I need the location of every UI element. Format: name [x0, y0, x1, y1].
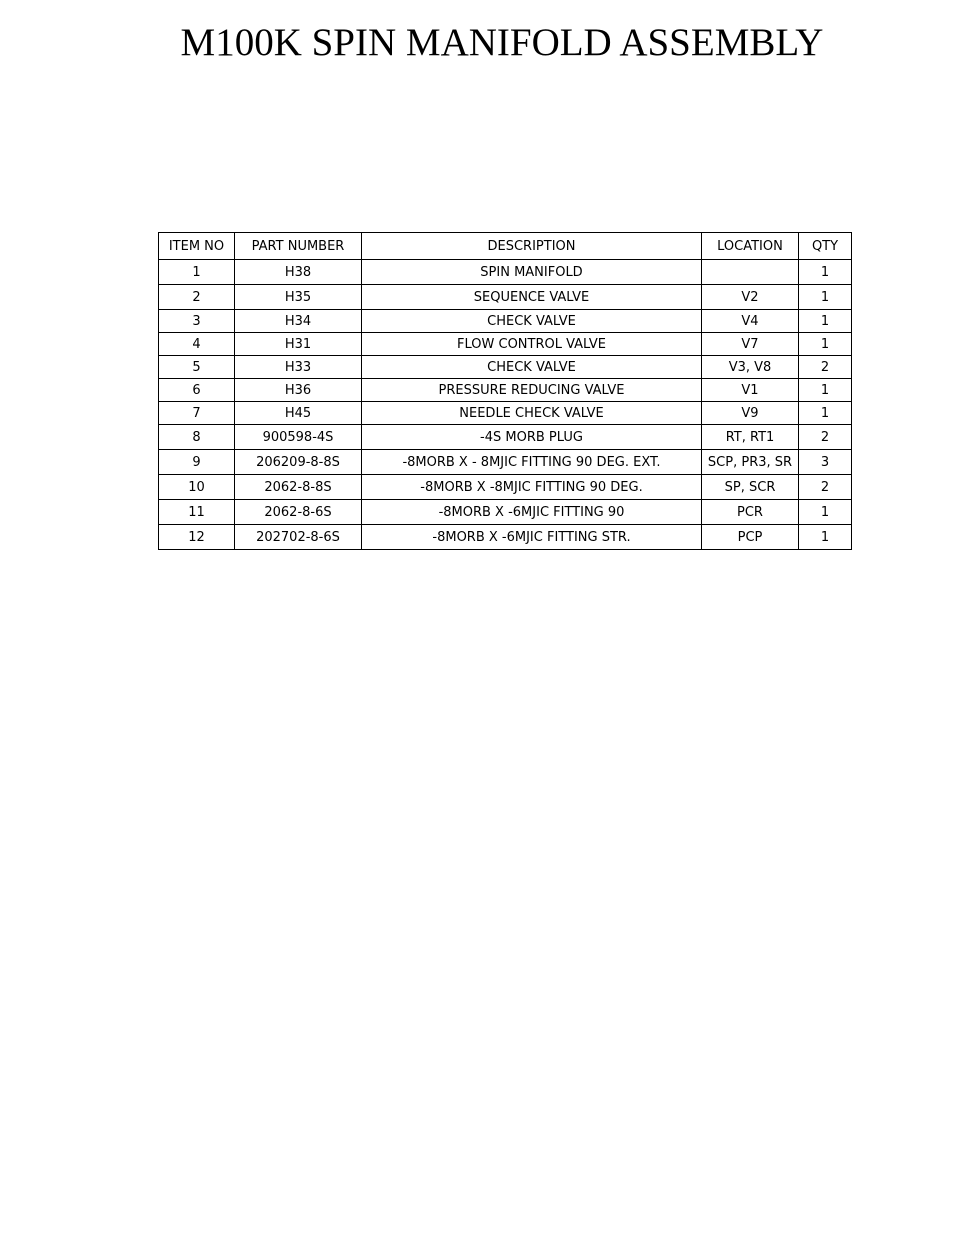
cell-description: -8MORB X - 8MJIC FITTING 90 DEG. EXT.: [362, 450, 702, 475]
cell-item-no: 7: [159, 402, 235, 425]
cell-item-no: 1: [159, 260, 235, 285]
cell-part-number: H36: [235, 379, 362, 402]
cell-location: RT, RT1: [702, 425, 799, 450]
cell-part-number: 206209-8-8S: [235, 450, 362, 475]
table-header-row: [159, 233, 852, 260]
column-header-description: DESCRIPTION: [362, 233, 702, 260]
cell-qty: 2: [799, 475, 852, 500]
cell-description: CHECK VALVE: [362, 310, 702, 333]
cell-description: SPIN MANIFOLD: [362, 260, 702, 285]
cell-part-number: H45: [235, 402, 362, 425]
cell-part-number: 2062-8-6S: [235, 500, 362, 525]
cell-item-no: 12: [159, 525, 235, 550]
cell-location: [702, 260, 799, 285]
cell-description: CHECK VALVE: [362, 356, 702, 379]
cell-description: -8MORB X -6MJIC FITTING 90: [362, 500, 702, 525]
cell-location: V2: [702, 285, 799, 310]
bill-of-materials-table: [158, 232, 852, 550]
cell-location: SP, SCR: [702, 475, 799, 500]
cell-description: PRESSURE REDUCING VALVE: [362, 379, 702, 402]
cell-part-number: H34: [235, 310, 362, 333]
table-row: [159, 379, 852, 402]
cell-qty: 1: [799, 402, 852, 425]
cell-qty: 1: [799, 310, 852, 333]
table-row: [159, 450, 852, 475]
cell-item-no: 8: [159, 425, 235, 450]
cell-qty: 3: [799, 450, 852, 475]
cell-description: SEQUENCE VALVE: [362, 285, 702, 310]
cell-description: -8MORB X -6MJIC FITTING STR.: [362, 525, 702, 550]
cell-description: -4S MORB PLUG: [362, 425, 702, 450]
cell-description: NEEDLE CHECK VALVE: [362, 402, 702, 425]
cell-qty: 1: [799, 285, 852, 310]
cell-item-no: 9: [159, 450, 235, 475]
cell-qty: 1: [799, 379, 852, 402]
cell-part-number: 900598-4S: [235, 425, 362, 450]
table-row: [159, 356, 852, 379]
table-row: [159, 425, 852, 450]
cell-item-no: 10: [159, 475, 235, 500]
table-row: [159, 285, 852, 310]
cell-description: FLOW CONTROL VALVE: [362, 333, 702, 356]
cell-location: PCR: [702, 500, 799, 525]
table-row: [159, 310, 852, 333]
cell-location: V1: [702, 379, 799, 402]
cell-item-no: 4: [159, 333, 235, 356]
column-header-location: LOCATION: [702, 233, 799, 260]
cell-description: -8MORB X -8MJIC FITTING 90 DEG.: [362, 475, 702, 500]
cell-item-no: 2: [159, 285, 235, 310]
cell-location: V7: [702, 333, 799, 356]
cell-qty: 2: [799, 356, 852, 379]
cell-qty: 2: [799, 425, 852, 450]
cell-part-number: H33: [235, 356, 362, 379]
table-row: [159, 260, 852, 285]
cell-part-number: H31: [235, 333, 362, 356]
cell-part-number: H35: [235, 285, 362, 310]
cell-item-no: 3: [159, 310, 235, 333]
cell-item-no: 11: [159, 500, 235, 525]
page-title: M100K SPIN MANIFOLD ASSEMBLY: [180, 21, 824, 64]
cell-part-number: 2062-8-8S: [235, 475, 362, 500]
cell-qty: 1: [799, 333, 852, 356]
cell-part-number: H38: [235, 260, 362, 285]
table-row: [159, 475, 852, 500]
cell-location: V4: [702, 310, 799, 333]
table-row: [159, 525, 852, 550]
table-row: [159, 333, 852, 356]
cell-part-number: 202702-8-6S: [235, 525, 362, 550]
column-header-item-no: ITEM NO: [159, 233, 235, 260]
cell-location: SCP, PR3, SR: [702, 450, 799, 475]
cell-item-no: 5: [159, 356, 235, 379]
table-row: [159, 500, 852, 525]
table-row: [159, 402, 852, 425]
cell-qty: 1: [799, 260, 852, 285]
cell-item-no: 6: [159, 379, 235, 402]
cell-qty: 1: [799, 525, 852, 550]
cell-qty: 1: [799, 500, 852, 525]
cell-location: PCP: [702, 525, 799, 550]
column-header-part-number: PART NUMBER: [235, 233, 362, 260]
cell-location: V3, V8: [702, 356, 799, 379]
column-header-qty: QTY: [799, 233, 852, 260]
cell-location: V9: [702, 402, 799, 425]
